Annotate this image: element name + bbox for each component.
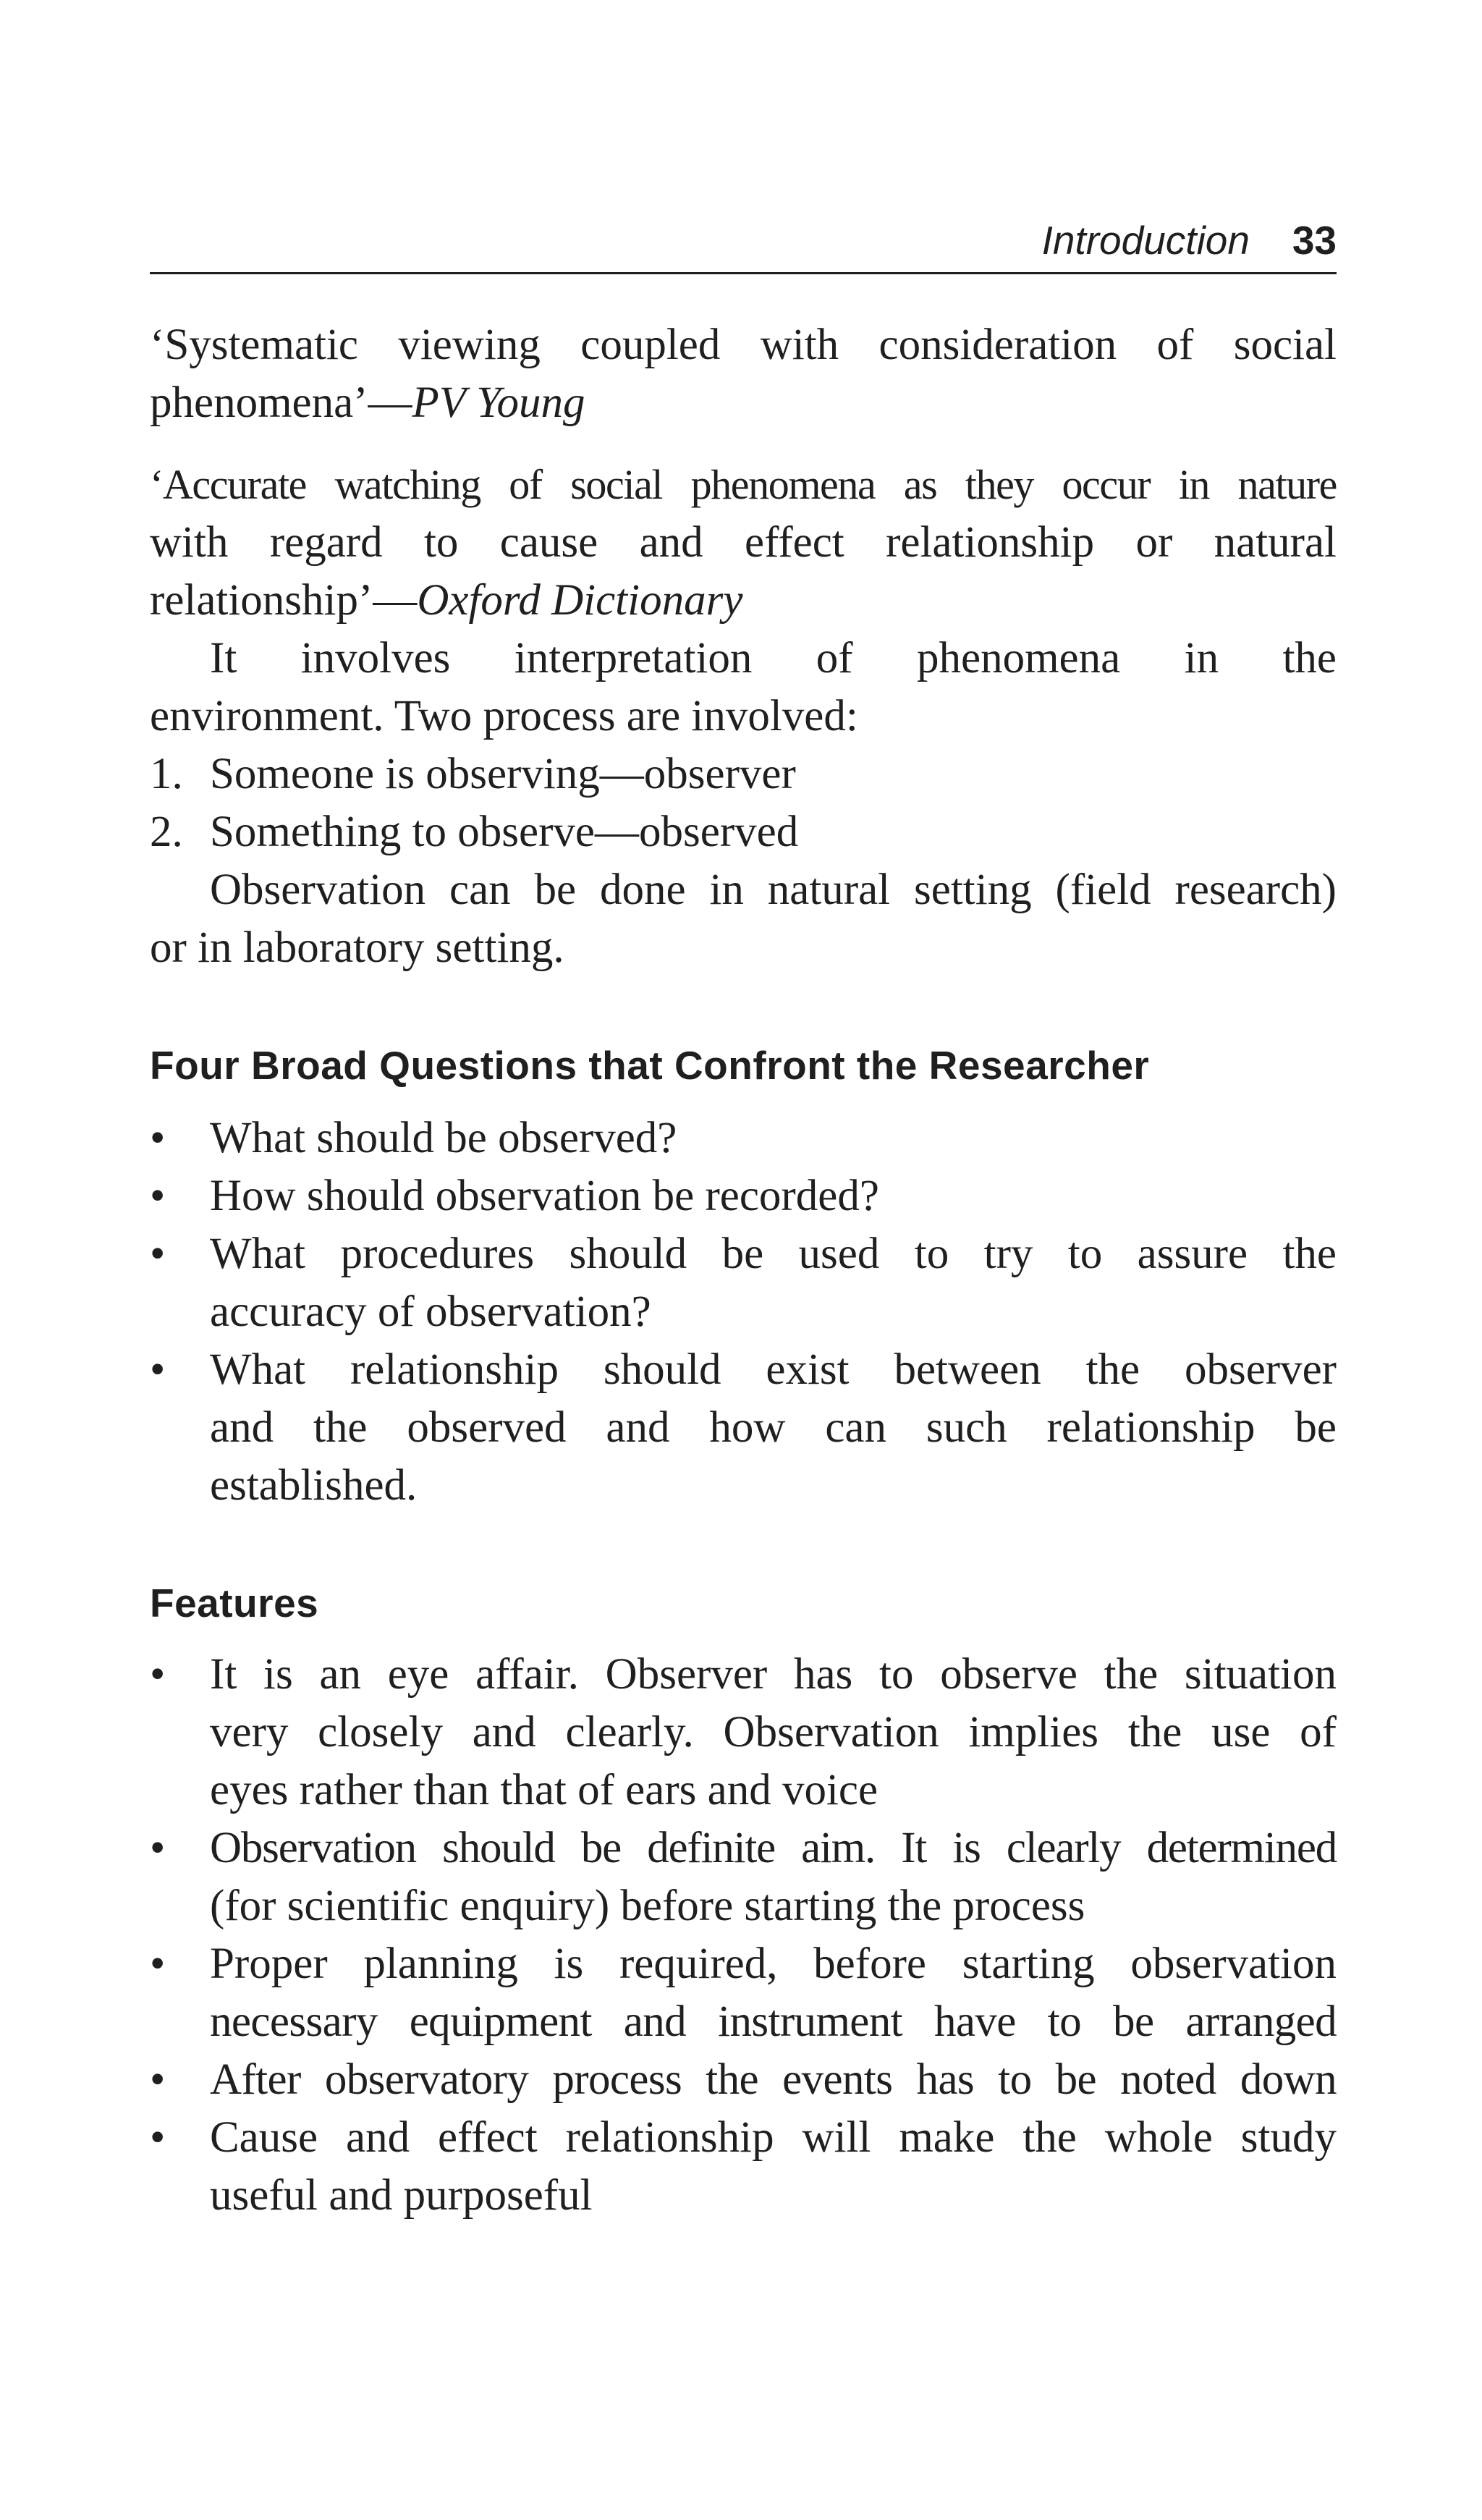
definition-source: PV Young (412, 379, 585, 427)
item-number: 2. (150, 808, 183, 856)
bullet-icon: • (150, 1345, 166, 1394)
list-item-line: eyes rather than that of ears and voice (210, 1766, 878, 1814)
paragraph-line: or in laboratory setting. (150, 923, 564, 972)
features-list (150, 1646, 1337, 2225)
running-header (150, 211, 1337, 274)
list-item (150, 2051, 1337, 2109)
list-item-line: Proper planning is required, before starting observation (210, 1940, 1337, 1988)
list-item-line: What procedures should be used to try to assure the (210, 1230, 1337, 1278)
bullet-icon: • (150, 1940, 166, 1988)
page-number: 33 (1292, 218, 1337, 263)
paragraph-line: environment. Two process are involved: (150, 692, 858, 740)
definition-line: ‘Accurate watching of social phenomena as they occur in nature (150, 461, 1337, 508)
list-item (150, 1819, 1337, 1935)
bullet-icon: • (150, 2113, 166, 2162)
bullet-icon: • (150, 1172, 166, 1220)
list-item-line: established. (210, 1461, 418, 1510)
list-item-line: very closely and clearly. Observation implies the use of (210, 1708, 1337, 1756)
list-item-line: necessary equipment and instrument have to be arranged (210, 1997, 1337, 2046)
section-heading: Four Broad Questions that Confront the Researcher (150, 1043, 1150, 1088)
list-item-line: (for scientific enquiry) before starting the process (210, 1882, 1085, 1930)
definition-text: relationship’— (150, 576, 418, 625)
definition-source: Oxford Dictionary (417, 576, 743, 625)
definition-quote (150, 316, 1337, 432)
definition-line (150, 374, 1337, 432)
list-item-line: How should observation be recorded? (210, 1172, 879, 1220)
list-item-line: What should be observed? (210, 1114, 677, 1162)
definition-text: phenomena’— (150, 379, 412, 427)
section-heading: Features (150, 1581, 319, 1625)
definition-line: ‘Systematic viewing coupled with consideration of social (150, 321, 1337, 369)
list-item-line: After observatory process the events has to be noted down (210, 2055, 1337, 2104)
item-text: Someone is observing—observer (210, 750, 796, 798)
list-item-line: It is an eye affair. Observer has to observe the situation (210, 1650, 1337, 1699)
list-item-line: Cause and effect relationship will make the whole study (210, 2113, 1337, 2162)
definition-line: with regard to cause and effect relationship or natural (150, 518, 1337, 567)
intro-paragraph (150, 630, 1337, 977)
list-item-line: What relationship should exist between the observer (210, 1345, 1337, 1394)
list-item (150, 1341, 1337, 1515)
header-section-name: Introduction (1041, 218, 1250, 263)
bullet-icon: • (150, 1114, 166, 1162)
list-item-line: useful and purposeful (210, 2171, 593, 2220)
item-number: 1. (150, 750, 183, 798)
list-item-line: accuracy of observation? (210, 1288, 651, 1336)
paragraph-line: It involves interpretation of phenomena in the (210, 634, 1337, 682)
numbered-item (150, 803, 1337, 861)
bullet-icon: • (150, 1650, 166, 1699)
bullet-icon: • (150, 1824, 166, 1872)
definition-line (150, 572, 1337, 630)
bullet-icon: • (150, 1230, 166, 1278)
list-item (150, 1109, 1337, 1167)
list-item (150, 1935, 1337, 2051)
list-item-line: and the observed and how can such relationship be (210, 1403, 1337, 1452)
definition-quote (150, 456, 1337, 630)
item-text: Something to observe—observed (210, 808, 799, 856)
list-item (150, 1225, 1337, 1341)
list-item (150, 2109, 1337, 2225)
numbered-item (150, 745, 1337, 803)
paragraph-line: Observation can be done in natural setting (field research) (210, 866, 1337, 914)
questions-list (150, 1109, 1337, 1515)
bullet-icon: • (150, 2055, 166, 2104)
list-item-line: Observation should be definite aim. It is clearly determined (210, 1824, 1337, 1872)
list-item (150, 1646, 1337, 1819)
list-item (150, 1167, 1337, 1225)
